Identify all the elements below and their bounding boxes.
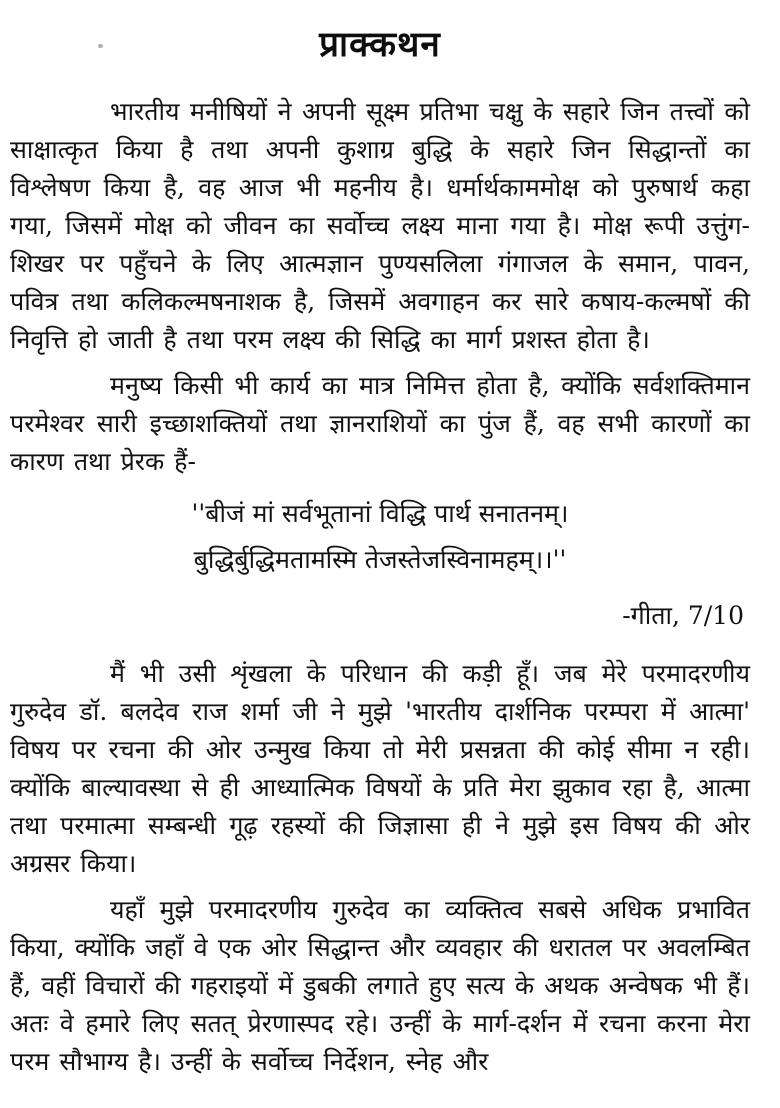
verse-attribution: -गीता, 7/10 <box>622 601 744 630</box>
paragraph-4: यहाँ मुझे परमादरणीय गुरुदेव का व्यक्तित्व सबसे अधिक प्रभावित किया, क्योंकि जहाँ वे एक ओर सिद्धान्त और व्यवहार की धरातल पर अवलम्बित हैं, वहीं विचारों की गहराइयों में डुबकी लगाते हुए सत्य के अथक अन्वेषक भी हैं। अतः वे हमारे लिए सतत् प्रेरणास्पद रहे। उन्हीं के मार्ग-दर्शन में रचना करना मेरा परम सौभाग्य है। उन्हीं के सर्वोच्च निर्देशन, स्नेह और <box>10 895 750 1076</box>
scan-speck <box>98 44 103 48</box>
paragraph-1: भारतीय मनीषियों ने अपनी सूक्ष्म प्रतिभा चक्षु के सहारे जिन तत्त्वों को साक्षात्कृत किया है तथा अपनी कुशाग्र बुद्धि के सहारे जिन सिद्धान्तों का विश्लेषण किया है, वह आज भी महनीय है। धर्मार्थकाममोक्ष को पुरुषार्थ कहा गया, जिसमें मोक्ष को जीवन का सर्वोच्च लक्ष्य माना गया है। मोक्ष रूपी उत्तुंग-शिखर पर पहुँचने के लिए आत्मज्ञान पुण्यसलिला गंगाजल के समान, पावन, पवित्र तथा कलिकल्मषनाशक है, जिसमें अवगाहन कर सारे कषाय-कल्मषों की निवृत्ति हो जाती है तथा परम लक्ष्य की सिद्धि का मार्ग प्रशस्त होता है। <box>10 97 750 354</box>
verse-line-1: ''बीजं मां सर्वभूतानां विद्धि पार्थ सनातनम्। <box>191 499 569 528</box>
paragraph-3: मैं भी उसी शृंखला के परिधान की कड़ी हूँ। जब मेरे परमादरणीय गुरुदेव डॉ. बलदेव राज शर्मा जी ने मुझे 'भारतीय दार्शनिक परम्परा में आत्मा' विषय पर रचना की ओर उन्मुख किया तो मेरी प्रसन्नता की कोई सीमा न रही। क्योंकि बाल्यावस्था से ही आध्यात्मिक विषयों के प्रति मेरा झुकाव रहा है, आत्मा तथा परमात्मा सम्बन्धी गूढ़ रहस्यों की जिज्ञासा ही ने मुझे इस विषय की ओर अग्रसर किया। <box>10 659 750 878</box>
gita-verse <box>10 491 750 583</box>
verse-line-2: बुद्धिर्बुद्धिमतामस्मि तेजस्तेजस्विनामहम्।।'' <box>193 545 567 574</box>
paragraph-2: मनुष्य किसी भी कार्य का मात्र निमित्त होता है, क्योंकि सर्वशक्तिमान परमेश्वर सारी इच्छाशक्तियों तथा ज्ञानराशियों का पुंज हैं, वह सभी कारणों का कारण तथा प्रेरक हैं- <box>10 371 750 476</box>
page-title: प्राक्कथन <box>319 24 441 65</box>
